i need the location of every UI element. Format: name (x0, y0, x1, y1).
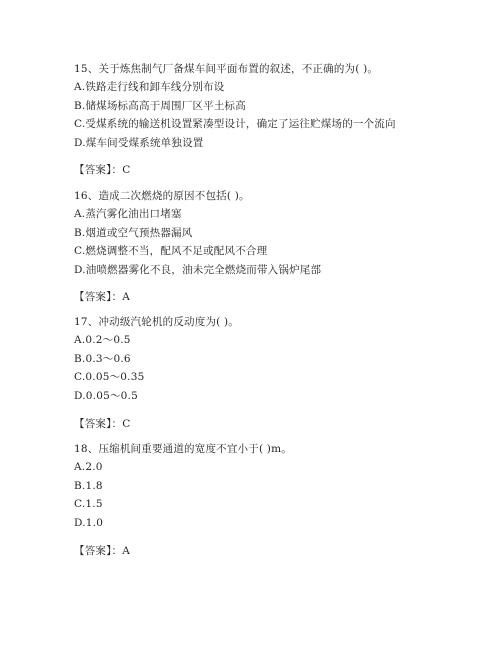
option-b: B.储煤场标高高于周围厂区平土标高 (74, 99, 246, 112)
question-16 (74, 187, 474, 279)
option-a: A.铁路走行线和卸车线分别布设 (74, 81, 225, 93)
option-a: A.蒸汽雾化油出口堵塞 (74, 208, 182, 220)
option-c: C.1.5 (74, 498, 103, 510)
option-d: D.煤车间受煤系统单独设置 (74, 136, 204, 149)
option-b: B.0.3～0.6 (74, 352, 131, 365)
option-d: D.油喷燃器雾化不良，油未完全燃烧而带入锅炉尾部 (74, 263, 322, 276)
question-18 (74, 440, 474, 532)
answer-17: 【答案】：C (74, 418, 131, 430)
question-stem: 15、关于炼焦制气厂备煤车间平面布置的叙述，不正确的为( )。 (74, 63, 379, 75)
question-17 (74, 313, 474, 405)
question-stem: 17、冲动级汽轮机的反动度为( )。 (74, 316, 239, 328)
question-stem: 16、造成二次燃烧的原因不包括( )。 (74, 190, 250, 202)
answer-18: 【答案】：A (74, 545, 131, 557)
option-c: C.0.05～0.35 (74, 371, 145, 383)
question-stem: 18、压缩机间重要通道的宽度不宜小于( )m。 (74, 443, 292, 455)
question-15 (74, 60, 474, 152)
option-a: A.2.0 (74, 461, 103, 473)
answer-15: 【答案】：C (74, 164, 131, 176)
option-c: C.受煤系统的输送机设置紧凑型设计，确定了运往贮煤场的一个流向 (74, 118, 396, 130)
option-c: C.燃烧调整不当，配风不足或配风不合理 (74, 245, 268, 257)
answer-16: 【答案】：A (74, 291, 131, 303)
option-b: B.烟道或空气预热器漏风 (74, 226, 193, 239)
option-d: D.1.0 (74, 516, 104, 529)
option-a: A.0.2～0.5 (74, 334, 131, 346)
option-b: B.1.8 (74, 479, 103, 492)
option-d: D.0.05～0.5 (74, 389, 138, 402)
